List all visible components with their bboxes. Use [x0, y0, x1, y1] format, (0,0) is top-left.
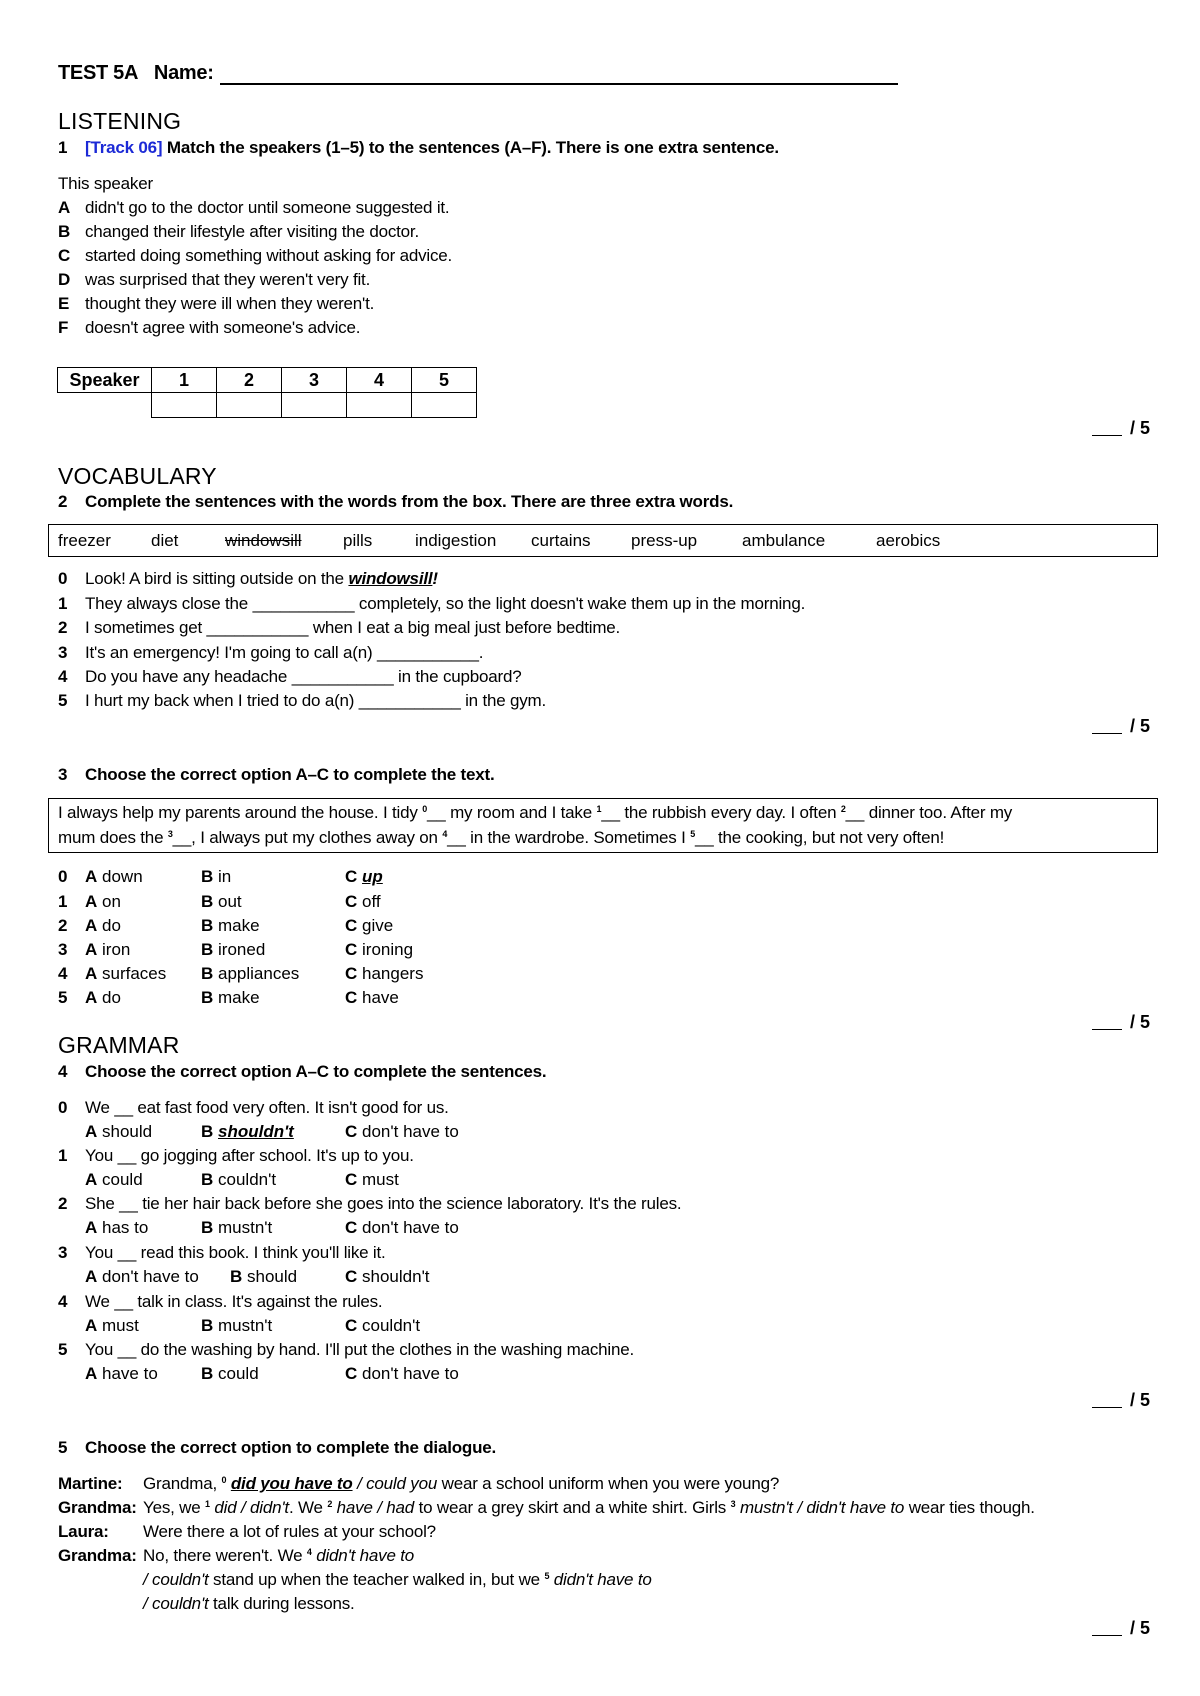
option-b: B changed their lifestyle after visiting the doctor.: [58, 222, 419, 241]
ex4-item-2-a: A has to: [85, 1218, 149, 1237]
ex3-item-5-b: B make: [201, 988, 260, 1007]
ex3-item-0: 0 A down: [58, 867, 143, 886]
section-heading-vocabulary: VOCABULARY: [58, 463, 217, 489]
ex4-item-3-question: 3 You __ read this book. I think you'll like it.: [58, 1243, 386, 1262]
ex3-item-2-b: B make: [201, 916, 260, 935]
word-freezer: freezer: [58, 531, 111, 550]
speaker-col-3: 3: [282, 368, 347, 393]
exercise-2-instruction: 2 Complete the sentences with the words from the box. There are three extra words.: [58, 492, 734, 511]
ex3-item-3: 3 A iron: [58, 940, 131, 959]
ex2-item-0: 0 Look! A bird is sitting outside on the windowsill!: [58, 569, 438, 588]
answer-cell-4[interactable]: [347, 393, 412, 418]
instruction-text: Match the speakers (1–5) to the sentences (A–F). There is one extra sentence.: [166, 138, 779, 157]
track-label: [Track 06]: [85, 138, 163, 157]
ex3-item-2: 2 A do: [58, 916, 121, 935]
ex4-item-3-a: A don't have to: [85, 1267, 199, 1286]
ex2-item-1: 1 They always close the ___________ completely, so the light doesn't wake them up in the morning.: [58, 594, 806, 613]
speaker-col-5: 5: [412, 368, 477, 393]
word-windowsill: windowsill: [225, 531, 302, 550]
dialogue-line-1: Martine: Grandma, $^0$ did you have to / could you wear a school uniform when you were young?: [58, 1474, 780, 1493]
test-number: TEST 5A: [58, 62, 139, 84]
ex2-item-4: 4 Do you have any headache ___________ in the cupboard?: [58, 667, 522, 686]
ex4-item-2-b: B mustn't: [201, 1218, 273, 1237]
option-a: A didn't go to the doctor until someone suggested it.: [58, 198, 450, 217]
ex4-item-5-b: B could: [201, 1364, 259, 1383]
speaker-col-4: 4: [347, 368, 412, 393]
dialogue-line-6: / couldn't talk during lessons.: [143, 1594, 355, 1613]
ex2-item-5: 5 I hurt my back when I tried to do a(n) ___________ in the gym.: [58, 691, 547, 710]
ex4-item-5-a: A have to: [85, 1364, 158, 1383]
ex2-item-2: 2 I sometimes get ___________ when I eat a big meal just before bedtime.: [58, 618, 621, 637]
ex4-item-5-c: C don't have to: [345, 1364, 459, 1383]
speaker-table: [57, 367, 477, 418]
score-ex4: / 5: [1092, 1390, 1150, 1411]
text-line-1: I always help my parents around the house. I tidy $^0$__ my room and I take $^1$__ the rubbish every day. I often $^2$__ dinner too. After my: [58, 803, 1013, 822]
ex4-item-4-question: 4 We __ talk in class. It's against the rules.: [58, 1292, 383, 1311]
word-diet: diet: [151, 531, 179, 550]
ex4-item-3-b: B should: [230, 1267, 298, 1286]
ex4-item-2-question: 2 She __ tie her hair back before she goes into the science laboratory. It's the rules.: [58, 1194, 682, 1213]
ex3-item-3-c: C ironing: [345, 940, 414, 959]
speaker-name: Grandma:: [58, 1546, 137, 1565]
ex4-item-0-b: B shouldn't: [201, 1122, 294, 1141]
ex4-item-2-c: C don't have to: [345, 1218, 459, 1237]
speaker-col-1: 1: [152, 368, 217, 393]
score-ex2: / 5: [1092, 716, 1150, 737]
answer-cell-5[interactable]: [412, 393, 477, 418]
exercise-3-instruction: 3 Choose the correct option A–C to complete the text.: [58, 765, 495, 784]
exercise-number: 1: [58, 138, 68, 157]
ex4-item-1-c: C must: [345, 1170, 399, 1189]
option-e: E thought they were ill when they weren't.: [58, 294, 375, 313]
test-title: [58, 62, 214, 85]
option-d: D was surprised that they weren't very fit.: [58, 270, 371, 289]
score-ex5: / 5: [1092, 1618, 1150, 1639]
ex4-item-1-b: B couldn't: [201, 1170, 277, 1189]
ex4-item-3-c: C shouldn't: [345, 1267, 430, 1286]
ex3-item-2-c: C give: [345, 916, 394, 935]
section-heading-grammar: GRAMMAR: [58, 1032, 180, 1058]
text-line-2: mum does the $^3$__, I always put my clothes away on $^4$__ in the wardrobe. Sometimes I $^5$__ the cooking, but not very often!: [58, 828, 945, 847]
name-line[interactable]: [220, 83, 898, 85]
dialogue-line-3: Laura: Were there a lot of rules at your school?: [58, 1522, 436, 1541]
ex4-item-0-c: C don't have to: [345, 1122, 459, 1141]
ex4-item-4-a: A must: [85, 1316, 139, 1335]
speaker-lead: This speaker: [58, 174, 153, 193]
ex3-item-5: 5 A do: [58, 988, 121, 1007]
ex3-item-1: 1 A on: [58, 892, 121, 911]
ex4-item-0-a: A should: [85, 1122, 153, 1141]
speaker-name: Grandma:: [58, 1498, 137, 1517]
option-f: F doesn't agree with someone's advice.: [58, 318, 361, 337]
score-ex3: / 5: [1092, 1012, 1150, 1033]
speaker-name: Martine:: [58, 1474, 123, 1493]
dialogue-line-4: Grandma: No, there weren't. We $^4$ didn't have to: [58, 1546, 415, 1565]
exercise-4-instruction: 4 Choose the correct option A–C to complete the sentences.: [58, 1062, 547, 1081]
ex3-item-1-c: C off: [345, 892, 381, 911]
table-empty-cell: [58, 393, 152, 418]
word-box: [48, 524, 1158, 557]
ex3-item-0-b: B in: [201, 867, 232, 886]
ex3-item-3-b: B ironed: [201, 940, 266, 959]
ex2-item-3: 3 It's an emergency! I'm going to call a(n) ___________.: [58, 643, 484, 662]
ex3-item-5-c: C have: [345, 988, 399, 1007]
word-curtains: curtains: [531, 531, 591, 550]
word-press-up: press-up: [631, 531, 698, 550]
ex4-item-1-question: 1 You __ go jogging after school. It's up to you.: [58, 1146, 414, 1165]
answer-cell-2[interactable]: [217, 393, 282, 418]
ex4-item-1-a: A could: [85, 1170, 143, 1189]
ex4-item-4-c: C couldn't: [345, 1316, 421, 1335]
option-c: C started doing something without asking for advice.: [58, 246, 453, 265]
ex3-item-1-b: B out: [201, 892, 242, 911]
word-aerobics: aerobics: [876, 531, 941, 550]
ex3-item-4-c: C hangers: [345, 964, 424, 983]
ex3-item-4-b: B appliances: [201, 964, 300, 983]
name-label: Name:: [153, 62, 214, 84]
word-pills: pills: [343, 531, 373, 550]
speaker-header: Speaker: [58, 368, 152, 393]
score-ex1: / 5: [1092, 418, 1150, 439]
dialogue-line-2: Grandma: Yes, we $^1$ did / didn't. We $^2$ have / had to wear a grey skirt and a white shirt. Girls $^3$ mustn't / didn't have to wear ties though.: [58, 1498, 1035, 1517]
speaker-col-2: 2: [217, 368, 282, 393]
dialogue-line-5: / couldn't stand up when the teacher walked in, but we $^5$ didn't have to: [143, 1570, 652, 1589]
word-indigestion: indigestion: [415, 531, 497, 550]
ex4-item-4-b: B mustn't: [201, 1316, 273, 1335]
ex4-item-0-question: 0 We __ eat fast food very often. It isn't good for us.: [58, 1098, 449, 1117]
ex3-item-0-c: C up: [345, 867, 383, 886]
text-box: [48, 798, 1158, 853]
speaker-name: Laura:: [58, 1522, 109, 1541]
word-ambulance: ambulance: [742, 531, 826, 550]
answer-cell-1[interactable]: [152, 393, 217, 418]
section-heading-listening: LISTENING: [58, 108, 182, 134]
answer-cell-3[interactable]: [282, 393, 347, 418]
ex4-item-5-question: 5 You __ do the washing by hand. I'll put the clothes in the washing machine.: [58, 1340, 634, 1359]
exercise-5-instruction: 5 Choose the correct option to complete the dialogue.: [58, 1438, 497, 1457]
ex3-item-4: 4 A surfaces: [58, 964, 167, 983]
exercise-1-instruction: [58, 138, 779, 158]
